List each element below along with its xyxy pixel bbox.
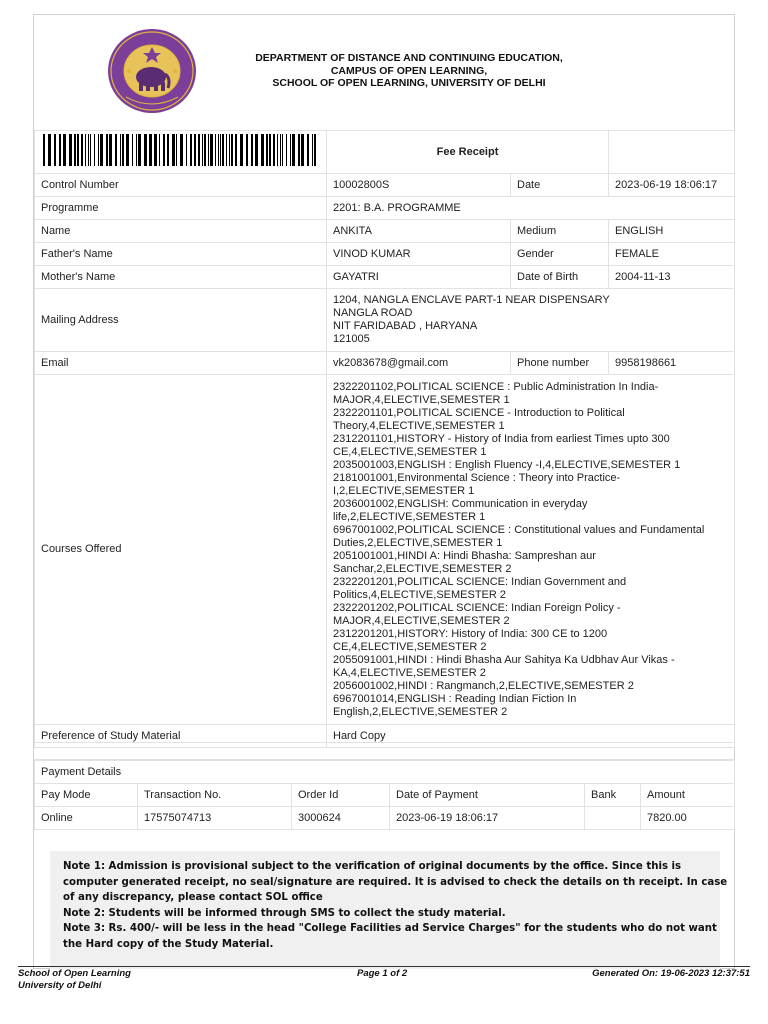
dept-line-3: SCHOOL OF OPEN LEARNING, UNIVERSITY OF DELHI xyxy=(272,77,546,89)
department-heading xyxy=(234,52,584,90)
dept-line-1: DEPARTMENT OF DISTANCE AND CONTINUING EDUCATION, xyxy=(255,52,563,64)
amount-value: 7820.00 xyxy=(641,807,735,830)
note-line: Note 2: Students will be informed through SMS to collect the study material. xyxy=(63,907,506,919)
address-line: NIT FARIDABAD , HARYANA xyxy=(333,320,478,332)
mailing-address-label: Mailing Address xyxy=(35,289,327,352)
fee-receipt-sheet xyxy=(33,14,735,969)
dob-label: Date of Birth xyxy=(511,266,609,289)
course-line: 6967001002,POLITICAL SCIENCE : Constitutional values and Fundamental xyxy=(333,523,705,536)
name-value: ANKITA xyxy=(327,220,511,243)
date-value: 2023-06-19 18:06:17 xyxy=(609,174,735,197)
course-line: 2322201102,POLITICAL SCIENCE : Public Administration In India- xyxy=(333,380,659,393)
note-line: Note 3: Rs. 400/- will be less in the head "College Facilities ad Service Charges" for the students who do not want xyxy=(63,923,717,935)
course-line: 2036001002,ENGLISH: Communication in everyday xyxy=(333,497,588,510)
course-line: Politics,4,ELECTIVE,SEMESTER 2 xyxy=(333,588,506,601)
dob-value: 2004-11-13 xyxy=(609,266,735,289)
payment-details-heading: Payment Details xyxy=(35,761,735,784)
course-line: 2035001003,ENGLISH : English Fluency -I,4,ELECTIVE,SEMESTER 1 xyxy=(333,458,681,471)
course-line: 2312201101,HISTORY - History of India from earliest Times upto 300 xyxy=(333,432,670,445)
notes-box xyxy=(50,851,728,969)
footer-generated-on: Generated On: 19-06-2023 12:37:51 xyxy=(592,968,750,979)
email-value: vk2083678@gmail.com xyxy=(327,352,511,375)
date-label: Date xyxy=(511,174,609,197)
footer-university: University of Delhi xyxy=(18,980,102,991)
programme-label: Programme xyxy=(35,197,327,220)
address-line: NANGLA ROAD xyxy=(333,307,413,319)
note-line: the Hard copy of the Study Material. xyxy=(63,938,274,950)
course-line: 2322201101,POLITICAL SCIENCE - Introduction to Political xyxy=(333,406,625,419)
course-line: Sanchar,2,ELECTIVE,SEMESTER 2 xyxy=(333,562,512,575)
medium-label: Medium xyxy=(511,220,609,243)
note-line: of any discrepancy, please contact SOL office xyxy=(63,892,323,904)
section-divider xyxy=(34,742,734,760)
study-material-label: Preference of Study Material xyxy=(35,725,327,748)
course-line: MAJOR,4,ELECTIVE,SEMESTER 1 xyxy=(333,393,510,406)
course-line: KA,4,ELECTIVE,SEMESTER 2 xyxy=(333,666,486,679)
father-name-value: VINOD KUMAR xyxy=(327,243,511,266)
amount-header: Amount xyxy=(641,784,735,807)
pay-mode-value: Online xyxy=(35,807,138,830)
course-line: life,2,ELECTIVE,SEMESTER 1 xyxy=(333,510,486,523)
course-line: English,2,ELECTIVE,SEMESTER 2 xyxy=(333,705,508,718)
note-line: computer generated receipt, no seal/signature are required. It is advised to check the details on th receipt. In case xyxy=(63,876,728,888)
course-line: Duties,2,ELECTIVE,SEMESTER 1 xyxy=(333,536,503,549)
bank-header: Bank xyxy=(585,784,641,807)
payment-row xyxy=(35,807,735,830)
course-line: 2322201201,POLITICAL SCIENCE: Indian Government and xyxy=(333,575,627,588)
course-line: MAJOR,4,ELECTIVE,SEMESTER 2 xyxy=(333,614,510,627)
gender-label: Gender xyxy=(511,243,609,266)
medium-value: ENGLISH xyxy=(609,220,735,243)
study-material-value: Hard Copy xyxy=(327,725,735,748)
bank-value xyxy=(585,807,641,830)
programme-value: 2201: B.A. PROGRAMME xyxy=(327,197,735,220)
course-line: 2322201202,POLITICAL SCIENCE: Indian Foreign Policy - xyxy=(333,601,621,614)
pay-mode-header: Pay Mode xyxy=(35,784,138,807)
control-number-value: 10002800S xyxy=(327,174,511,197)
payment-details-table xyxy=(34,760,735,830)
courses-offered-label: Courses Offered xyxy=(35,375,327,725)
footer-page-number: Page 1 of 2 xyxy=(357,968,408,979)
phone-label: Phone number xyxy=(511,352,609,375)
course-line: I,2,ELECTIVE,SEMESTER 1 xyxy=(333,484,475,497)
course-line: Theory,4,ELECTIVE,SEMESTER 1 xyxy=(333,419,505,432)
email-label: Email xyxy=(35,352,327,375)
course-line: CE,4,ELECTIVE,SEMESTER 1 xyxy=(333,445,487,458)
course-line: CE,4,ELECTIVE,SEMESTER 2 xyxy=(333,640,487,653)
receipt-details-table xyxy=(34,130,735,748)
course-line: 6967001014,ENGLISH : Reading Indian Fiction In xyxy=(333,692,577,705)
address-line: 1204, NANGLA ENCLAVE PART-1 NEAR DISPENSARY xyxy=(333,294,610,306)
university-seal-logo xyxy=(106,27,198,115)
order-id-value: 3000624 xyxy=(292,807,390,830)
fee-receipt-title: Fee Receipt xyxy=(327,131,609,174)
order-id-header: Order Id xyxy=(292,784,390,807)
payment-header-row xyxy=(35,784,735,807)
gender-value: FEMALE xyxy=(609,243,735,266)
transaction-no-header: Transaction No. xyxy=(138,784,292,807)
mother-name-label: Mother's Name xyxy=(35,266,327,289)
mother-name-value: GAYATRI xyxy=(327,266,511,289)
receipt-header xyxy=(34,15,734,130)
name-label: Name xyxy=(35,220,327,243)
barcode-image xyxy=(41,134,319,166)
phone-value: 9958198661 xyxy=(609,352,735,375)
course-line: 2055091001,HINDI : Hindi Bhasha Aur Sahitya Ka Udbhav Aur Vikas - xyxy=(333,653,675,666)
empty-cell xyxy=(609,131,735,174)
father-name-label: Father's Name xyxy=(35,243,327,266)
footer-institution xyxy=(18,968,131,992)
date-of-payment-value: 2023-06-19 18:06:17 xyxy=(390,807,585,830)
transaction-no-value: 17575074713 xyxy=(138,807,292,830)
footer-rule xyxy=(18,966,750,967)
course-line: 2051001001,HINDI A: Hindi Bhasha: Sampreshan aur xyxy=(333,549,596,562)
course-line: 2312201201,HISTORY: History of India: 300 CE to 1200 xyxy=(333,627,608,640)
footer-school: School of Open Learning xyxy=(18,968,131,979)
course-line: 2181001001,Environmental Science : Theory into Practice- xyxy=(333,471,621,484)
courses-offered-value xyxy=(327,375,735,725)
control-number-label: Control Number xyxy=(35,174,327,197)
mailing-address-value xyxy=(327,289,735,352)
date-of-payment-header: Date of Payment xyxy=(390,784,585,807)
note-line: Note 1: Admission is provisional subject to the verification of original documents by the office. Since this is xyxy=(63,861,682,872)
dept-line-2: CAMPUS OF OPEN LEARNING, xyxy=(330,64,488,77)
course-line: 2056001002,HINDI : Rangmanch,2,ELECTIVE,SEMESTER 2 xyxy=(333,679,634,692)
address-line: 121005 xyxy=(333,333,370,345)
barcode-cell xyxy=(35,131,327,174)
